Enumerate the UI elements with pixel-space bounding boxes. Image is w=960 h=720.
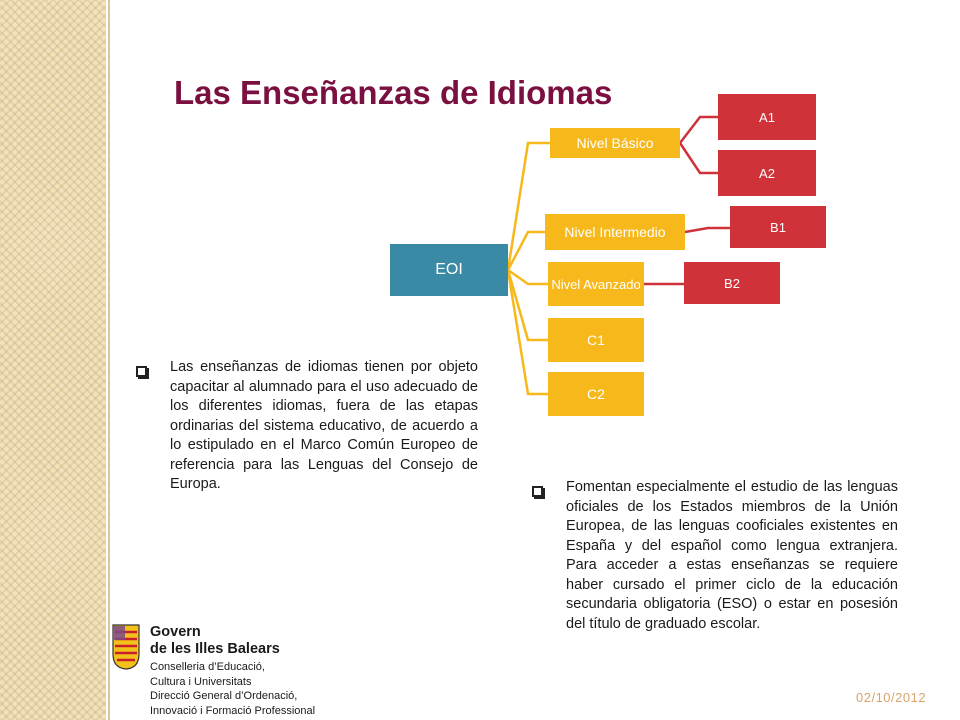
- checkbox-bullet-icon: [136, 366, 147, 377]
- logo-name: [150, 624, 280, 658]
- slide-date: 02/10/2012: [856, 690, 927, 705]
- logo-dept-line1: Conselleria d’Educació,: [150, 661, 265, 673]
- level-nivel-intermedio: Nivel Intermedio: [545, 214, 685, 250]
- logo-name-line1: Govern: [150, 624, 201, 640]
- paragraph-languages: Fomentan especialmente el estudio de las lenguas oficiales de los Estados miembros de la Unión Europea, de las lenguas cooficiales existentes en España y del español como lengua extranjera. Para acceder a estas enseñanzas se requiere haber cursado el primer ciclo de la educación secundaria obligatoria (ESO) o estar en posesión del título de graduado escolar.: [566, 479, 898, 632]
- level-nivel-avanzado: Nivel Avanzado: [548, 262, 644, 306]
- sublevel-b2: B2: [684, 262, 780, 304]
- diagram-root-eoi: EOI: [390, 244, 508, 296]
- sublevel-a2: A2: [718, 150, 816, 196]
- govern-logo: [112, 618, 316, 718]
- coat-of-arms-icon: [112, 624, 140, 670]
- level-c1: C1: [548, 318, 644, 362]
- logo-dept-line4: Innovació i Formació Professional: [150, 704, 316, 717]
- slide-title: Las Enseñanzas de Idiomas: [174, 74, 613, 111]
- sublevel-b1: B1: [730, 206, 826, 248]
- logo-dept-line3: Direcció General d’Ordenació,: [150, 690, 298, 702]
- logo-department: [150, 660, 315, 718]
- connector-intermedio-b1: [685, 228, 730, 232]
- connector-eoi-basico: [508, 143, 550, 270]
- level-c2: C2: [548, 372, 644, 416]
- logo-name-line2: de les Illes Balears: [150, 641, 280, 657]
- sublevel-a1: A1: [718, 94, 816, 140]
- logo-dept-line2: Cultura i Universitats: [150, 675, 252, 688]
- connector-eoi-avanzado: [508, 270, 548, 284]
- level-nivel-basico: Nivel Básico: [550, 128, 680, 158]
- paragraph-purpose: Las enseñanzas de idiomas tienen por objeto capacitar al alumnado para el uso adecuado de los diferentes idiomas, fuera de las etapas ordinarias del sistema educativo, de acuerdo a lo estipulado en el Marco Común Europeo de referencia para las Lenguas del Consejo de Europa.: [170, 359, 478, 492]
- checkbox-bullet-icon: [532, 486, 543, 497]
- connector-basico-a2: [680, 143, 718, 173]
- connector-basico-a1: [680, 117, 718, 143]
